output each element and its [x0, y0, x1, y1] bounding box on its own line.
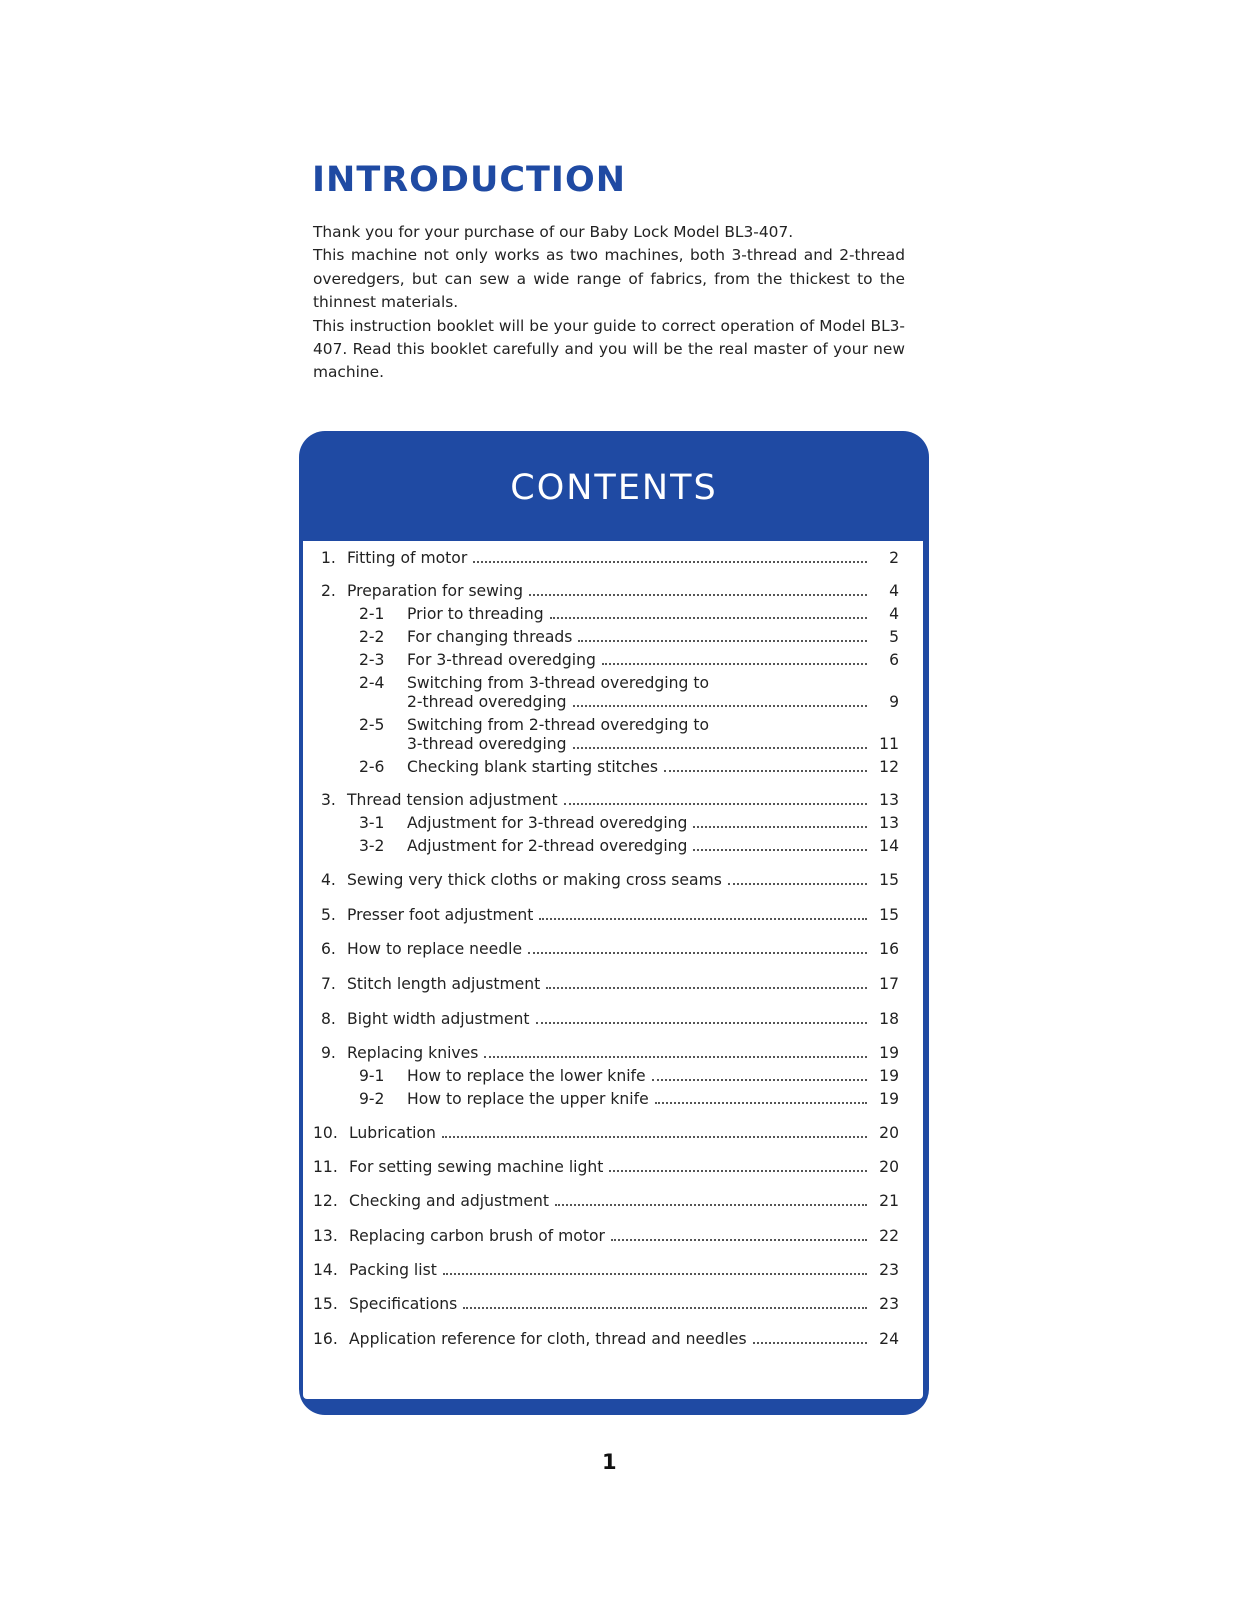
toc-entry-number: 11. [313, 1158, 338, 1176]
toc-entry[interactable] [407, 814, 899, 832]
toc-leader-dots [443, 1273, 867, 1275]
toc-entry-page: 20 [879, 1124, 899, 1142]
toc-entry[interactable] [407, 1090, 899, 1108]
toc-entry-page: 9 [889, 693, 899, 711]
toc-entry-page: 20 [879, 1158, 899, 1176]
toc-leader-dots [484, 1056, 867, 1058]
toc-entry-page: 19 [879, 1044, 899, 1062]
toc-entry-title: Prior to threading [407, 605, 544, 623]
toc-entry[interactable] [407, 735, 899, 753]
toc-leader-dots [573, 705, 867, 707]
toc-leader-dots [550, 617, 867, 619]
toc-entry-number: 5. [321, 906, 336, 924]
toc-entry[interactable] [347, 1044, 899, 1062]
toc-entry-page: 18 [879, 1010, 899, 1028]
toc-entry-number: 4. [321, 871, 336, 889]
toc-entry-page: 13 [879, 791, 899, 809]
toc-leader-dots [529, 594, 867, 596]
toc-entry-number: 14. [313, 1261, 338, 1279]
toc-entry-page: 23 [879, 1261, 899, 1279]
toc-entry-title: Thread tension adjustment [347, 791, 558, 809]
toc-entry-title: Sewing very thick cloths or making cross seams [347, 871, 722, 889]
toc-entry-page: 19 [879, 1090, 899, 1108]
toc-entry-page: 16 [879, 940, 899, 958]
toc-entry-number: 16. [313, 1330, 338, 1348]
toc-entry-number: 7. [321, 975, 336, 993]
toc-entry-title: Presser foot adjustment [347, 906, 534, 924]
toc-entry-title: Replacing knives [347, 1044, 479, 1062]
toc-entry-page: 24 [879, 1330, 899, 1348]
toc-entry[interactable] [407, 1067, 899, 1085]
toc-entry-page: 23 [879, 1295, 899, 1313]
toc-entry-number: 9. [321, 1044, 336, 1062]
toc-entry[interactable] [349, 1192, 899, 1210]
toc-entry[interactable] [347, 791, 899, 809]
intro-paragraph: This instruction booklet will be your guide to correct operation of Model BL3-407. Read this booklet carefully and you will be the real master of your new machine. [313, 316, 905, 382]
toc-leader-dots [728, 883, 867, 885]
toc-entry[interactable] [349, 1124, 899, 1142]
toc-entry[interactable] [349, 1295, 899, 1313]
toc-entry[interactable] [347, 1010, 899, 1028]
toc-leader-dots [539, 918, 867, 920]
toc-entry-page: 15 [879, 906, 899, 924]
toc-entry[interactable] [407, 651, 899, 669]
toc-entry-number: 3. [321, 791, 336, 809]
toc-entry-number: 12. [313, 1192, 338, 1210]
toc-entry-number: 2-2 [359, 628, 385, 646]
toc-entry-title: Stitch length adjustment [347, 975, 541, 993]
toc-leader-dots [463, 1307, 867, 1309]
toc-leader-dots [564, 803, 867, 805]
contents-heading: CONTENTS [510, 468, 718, 508]
toc-entry-title: Adjustment for 2-thread overedging [407, 837, 688, 855]
toc-entry-number: 2. [321, 582, 336, 600]
toc-entry-title: How to replace needle [347, 940, 523, 958]
toc-entry-title: Adjustment for 3-thread overedging [407, 814, 688, 832]
toc-entry-title: Switching from 3-thread overedging to [407, 674, 710, 692]
toc-entry-page: 22 [879, 1227, 899, 1245]
toc-leader-dots [555, 1204, 867, 1206]
toc-leader-dots [693, 826, 867, 828]
toc-entry-title: For setting sewing machine light [349, 1158, 604, 1176]
toc-entry-title: How to replace the upper knife [407, 1090, 649, 1108]
toc-leader-dots [602, 663, 867, 665]
toc-entry-title: For changing threads [407, 628, 573, 646]
toc-leader-dots [546, 987, 867, 989]
toc-entry-title: Bight width adjustment [347, 1010, 530, 1028]
toc-entry-title: Checking and adjustment [349, 1192, 550, 1210]
toc-entry[interactable] [347, 975, 899, 993]
toc-entry-page: 4 [889, 605, 899, 623]
toc-entry-number: 3-2 [359, 837, 385, 855]
page-title: INTRODUCTION [312, 160, 626, 200]
contents-panel [299, 431, 929, 1415]
table-of-contents [303, 541, 923, 1399]
toc-entry-title: For 3-thread overedging [407, 651, 596, 669]
toc-leader-dots [578, 640, 867, 642]
toc-entry-page: 14 [879, 837, 899, 855]
toc-leader-dots [528, 952, 867, 954]
toc-entry-page: 17 [879, 975, 899, 993]
toc-entry[interactable] [407, 693, 899, 711]
toc-entry-page: 5 [889, 628, 899, 646]
toc-entry-number: 9-1 [359, 1067, 385, 1085]
toc-entry[interactable] [347, 871, 899, 889]
toc-entry-number: 2-4 [359, 674, 385, 692]
toc-entry[interactable] [349, 1227, 899, 1245]
toc-entry[interactable] [407, 628, 899, 646]
toc-entry[interactable] [347, 549, 899, 567]
toc-entry-title: Specifications [349, 1295, 458, 1313]
toc-entry-number: 2-6 [359, 758, 385, 776]
toc-entry-number: 2-5 [359, 716, 385, 734]
toc-leader-dots [664, 770, 867, 772]
toc-entry[interactable] [407, 758, 899, 776]
toc-entry-number: 13. [313, 1227, 338, 1245]
toc-entry-title: Switching from 2-thread overedging to [407, 716, 710, 734]
toc-entry-number: 15. [313, 1295, 338, 1313]
toc-leader-dots [473, 561, 867, 563]
intro-paragraph: Thank you for your purchase of our Baby Lock Model BL3-407. [313, 223, 794, 241]
toc-entry-number: 3-1 [359, 814, 385, 832]
toc-entry-page: 15 [879, 871, 899, 889]
toc-leader-dots [652, 1079, 867, 1081]
toc-leader-dots [611, 1239, 867, 1241]
toc-leader-dots [573, 747, 867, 749]
toc-entry-number: 2-3 [359, 651, 385, 669]
toc-entry-number: 10. [313, 1124, 338, 1142]
toc-entry-title: 3-thread overedging [407, 735, 567, 753]
toc-entry-number: 8. [321, 1010, 336, 1028]
toc-entry-page: 12 [879, 758, 899, 776]
toc-entry[interactable] [347, 940, 899, 958]
toc-entry[interactable] [349, 1330, 899, 1348]
toc-entry-page: 21 [879, 1192, 899, 1210]
page-number: 1 [602, 1450, 617, 1474]
toc-entry[interactable] [349, 1261, 899, 1279]
toc-leader-dots [655, 1102, 867, 1104]
toc-entry-page: 2 [889, 549, 899, 567]
toc-entry[interactable] [347, 582, 899, 600]
toc-leader-dots [536, 1022, 867, 1024]
toc-entry-title: 2-thread overedging [407, 693, 567, 711]
toc-entry-title: Replacing carbon brush of motor [349, 1227, 605, 1245]
toc-leader-dots [693, 849, 867, 851]
toc-leader-dots [753, 1342, 867, 1344]
toc-entry[interactable] [349, 1158, 899, 1176]
toc-leader-dots [609, 1170, 867, 1172]
toc-entry-title: Lubrication [349, 1124, 436, 1142]
intro-paragraph: This machine not only works as two machines, both 3-thread and 2-thread overedgers, but can sew a wide range of fabrics, from the thickest to the thinnest materials. [313, 246, 905, 312]
toc-entry-title: Checking blank starting stitches [407, 758, 658, 776]
intro-text [313, 221, 905, 385]
toc-entry[interactable] [407, 837, 899, 855]
toc-entry-number: 6. [321, 940, 336, 958]
toc-entry-number: 1. [321, 549, 336, 567]
toc-leader-dots [442, 1136, 867, 1138]
toc-entry-page: 4 [889, 582, 899, 600]
toc-entry[interactable] [407, 605, 899, 623]
toc-entry-number: 2-1 [359, 605, 385, 623]
toc-entry-title: How to replace the lower knife [407, 1067, 646, 1085]
toc-entry-number: 9-2 [359, 1090, 385, 1108]
toc-entry-page: 19 [879, 1067, 899, 1085]
toc-entry-title: Preparation for sewing [347, 582, 524, 600]
toc-entry[interactable] [347, 906, 899, 924]
toc-entry-title: Packing list [349, 1261, 437, 1279]
toc-entry-page: 13 [879, 814, 899, 832]
toc-entry-page: 11 [879, 735, 899, 753]
toc-entry-title: Fitting of motor [347, 549, 468, 567]
toc-entry-title: Application reference for cloth, thread and needles [349, 1330, 747, 1348]
toc-entry-page: 6 [889, 651, 899, 669]
